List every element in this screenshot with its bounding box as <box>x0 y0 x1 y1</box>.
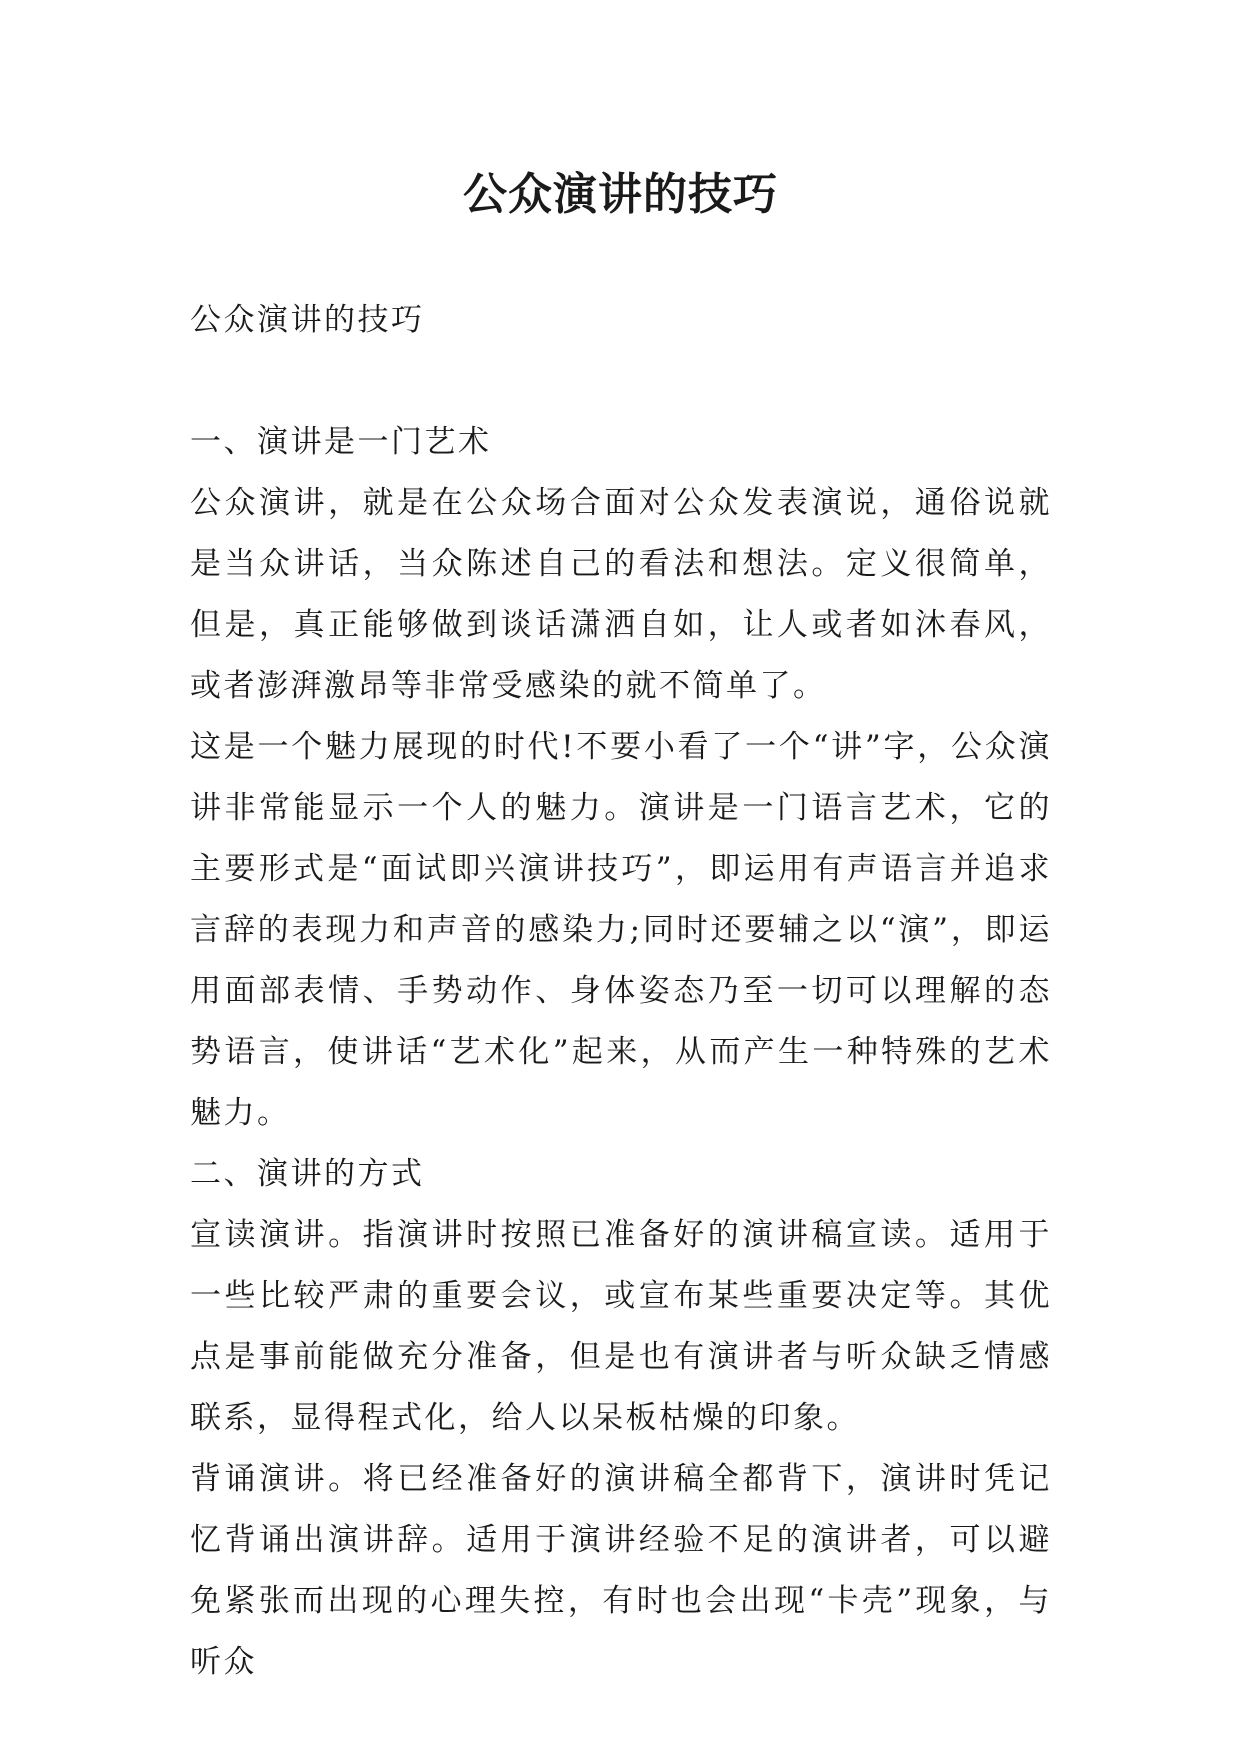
paragraph-3: 宣读演讲。指演讲时按照已准备好的演讲稿宣读。适用于一些比较严肃的重要会议，或宣布某些重要决定等。其优点是事前能做充分准备，但是也有演讲者与听众缺乏情感联系，显得程式化，给人以呆板枯燥的印象。 <box>190 1217 1052 1436</box>
document-title: 公众演讲的技巧 <box>463 169 778 220</box>
paragraph-4: 背诵演讲。将已经准备好的演讲稿全都背下，演讲时凭记忆背诵出演讲辞。适用于演讲经验不足的演讲者，可以避免紧张而出现的心理失控，有时也会出现“卡壳”现象，与听众 <box>190 1461 1052 1680</box>
document-body <box>190 290 1052 1693</box>
paragraph-2: 这是一个魅力展现的时代!不要小看了一个“讲”字，公众演讲非常能显示一个人的魅力。演讲是一门语言艺术，它的主要形式是“面试即兴演讲技巧”，即运用有声语言并追求言辞的表现力和声音的感染力;同时还要辅之以“演”，即运用面部表情、手势动作、身体姿态乃至一切可以理解的态势语言，使讲话“艺术化”起来，从而产生一种特殊的艺术魅力。 <box>190 729 1052 1131</box>
section-heading-1: 一、演讲是一门艺术 <box>190 424 492 460</box>
document-subtitle: 公众演讲的技巧 <box>190 302 425 338</box>
section-heading-2: 二、演讲的方式 <box>190 1156 425 1192</box>
paragraph-1: 公众演讲，就是在公众场合面对公众发表演说，通俗说就是当众讲话，当众陈述自己的看法和想法。定义很简单，但是，真正能够做到谈话潇洒自如，让人或者如沐春风，或者澎湃激昂等非常受感染的就不简单了。 <box>190 485 1052 704</box>
